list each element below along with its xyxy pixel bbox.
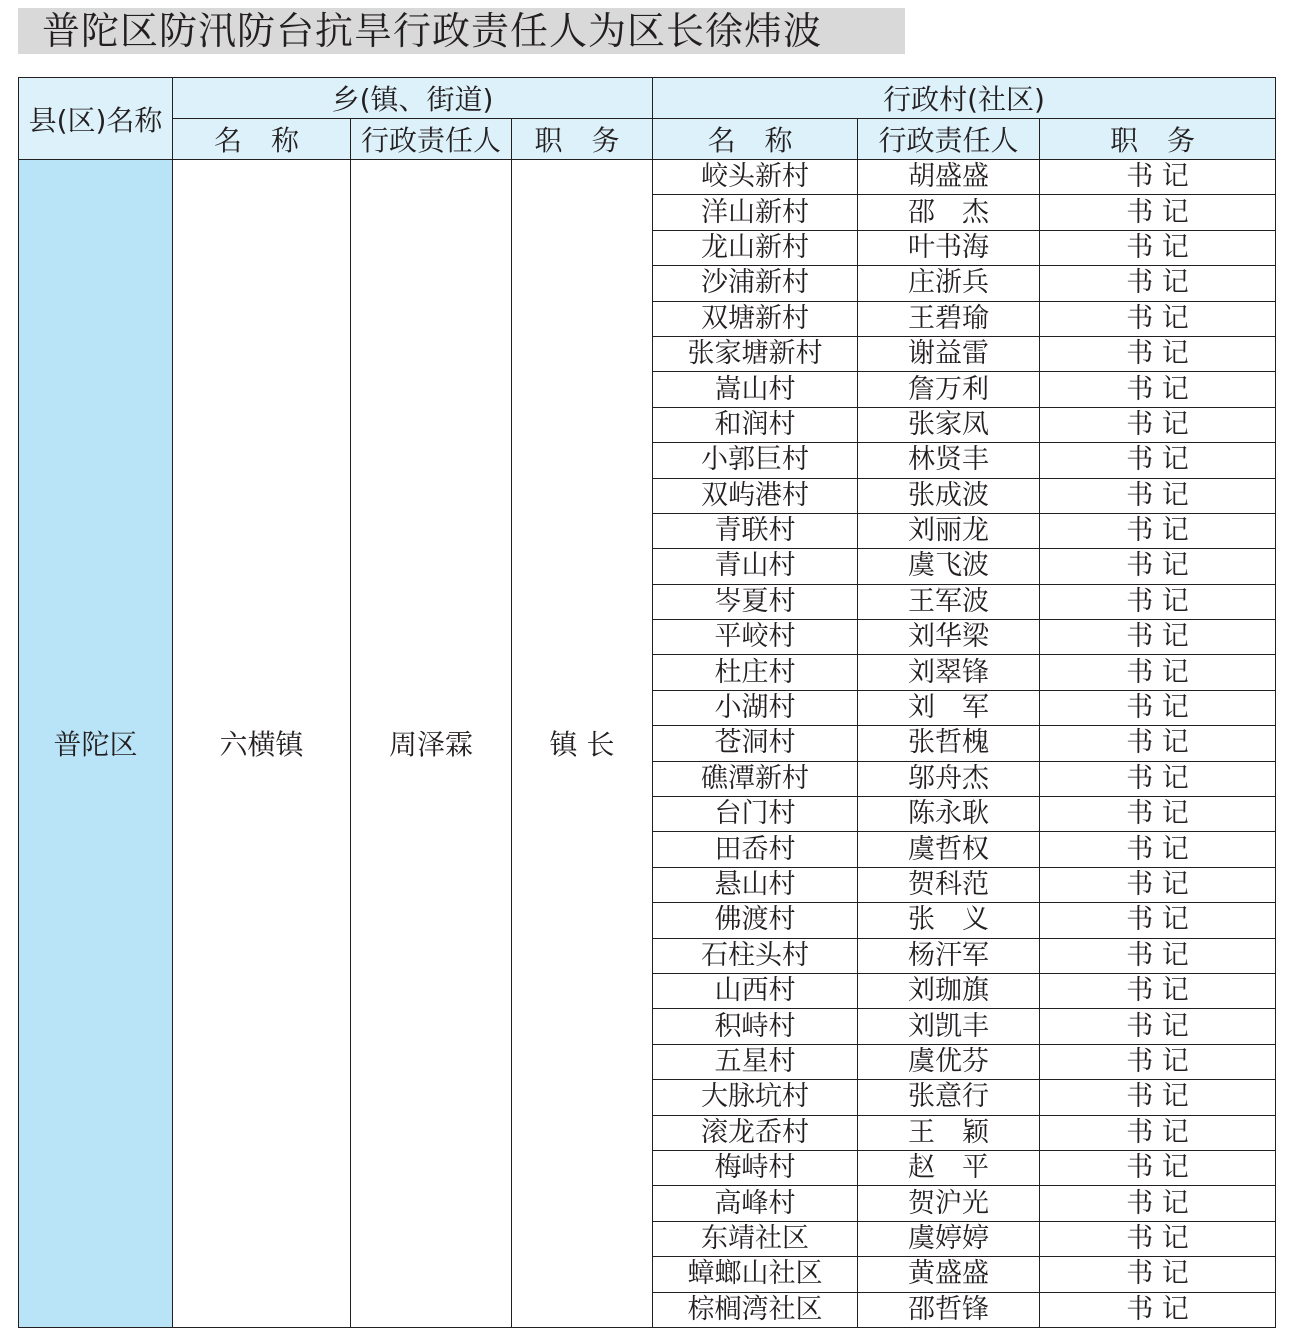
- county-name-cell: 普陀区: [19, 160, 173, 1328]
- village-name-cell: 礁潭新村: [653, 761, 858, 796]
- village-person-cell: 林贤丰: [858, 443, 1040, 478]
- village-duty-cell: 书 记: [1040, 973, 1276, 1008]
- village-person-cell: 邵哲锋: [858, 1292, 1040, 1327]
- village-duty-cell: 书 记: [1040, 407, 1276, 442]
- village-name-cell: 和润村: [653, 407, 858, 442]
- header-township-person: 行政责任人: [351, 119, 512, 160]
- village-person-cell: 刘珈旗: [858, 973, 1040, 1008]
- village-duty-cell: 书 记: [1040, 655, 1276, 690]
- village-name-cell: 青联村: [653, 513, 858, 548]
- village-name-cell: 蟑螂山社区: [653, 1257, 858, 1292]
- village-name-cell: 积峙村: [653, 1009, 858, 1044]
- village-person-cell: 陈永耿: [858, 797, 1040, 832]
- village-person-cell: 庄浙兵: [858, 266, 1040, 301]
- village-person-cell: 虞婷婷: [858, 1221, 1040, 1256]
- village-duty-cell: 书 记: [1040, 1044, 1276, 1079]
- village-person-cell: 虞优芬: [858, 1044, 1040, 1079]
- village-name-cell: 悬山村: [653, 867, 858, 902]
- village-name-cell: 小湖村: [653, 690, 858, 725]
- village-person-cell: 胡盛盛: [858, 160, 1040, 195]
- village-name-cell: 杜庄村: [653, 655, 858, 690]
- village-person-cell: 张成波: [858, 478, 1040, 513]
- village-person-cell: 贺沪光: [858, 1186, 1040, 1221]
- table-body: [19, 160, 1276, 1328]
- village-name-cell: 佛渡村: [653, 903, 858, 938]
- village-duty-cell: 书 记: [1040, 160, 1276, 195]
- village-person-cell: 张哲槐: [858, 726, 1040, 761]
- village-name-cell: 小郭巨村: [653, 443, 858, 478]
- village-person-cell: 张意行: [858, 1080, 1040, 1115]
- village-name-cell: 五星村: [653, 1044, 858, 1079]
- village-name-cell: 大脉坑村: [653, 1080, 858, 1115]
- village-name-cell: 平峧村: [653, 620, 858, 655]
- village-name-cell: 山西村: [653, 973, 858, 1008]
- village-name-cell: 洋山新村: [653, 195, 858, 230]
- village-duty-cell: 书 记: [1040, 230, 1276, 265]
- village-name-cell: 岑夏村: [653, 584, 858, 619]
- village-duty-cell: 书 记: [1040, 797, 1276, 832]
- header-township-name: 名 称: [173, 119, 351, 160]
- village-name-cell: 双屿港村: [653, 478, 858, 513]
- village-name-cell: 峧头新村: [653, 160, 858, 195]
- table-header: [19, 78, 1276, 160]
- header-county: 县(区)名称: [19, 78, 173, 160]
- village-name-cell: 梅峙村: [653, 1150, 858, 1185]
- header-village-name: 名 称: [653, 119, 858, 160]
- village-duty-cell: 书 记: [1040, 1009, 1276, 1044]
- header-village-group: 行政村(社区): [653, 78, 1276, 119]
- village-duty-cell: 书 记: [1040, 832, 1276, 867]
- village-duty-cell: 书 记: [1040, 903, 1276, 938]
- village-person-cell: 谢益雷: [858, 336, 1040, 371]
- village-name-cell: 嵩山村: [653, 372, 858, 407]
- village-person-cell: 刘华梁: [858, 620, 1040, 655]
- village-duty-cell: 书 记: [1040, 372, 1276, 407]
- village-name-cell: 东靖社区: [653, 1221, 858, 1256]
- village-duty-cell: 书 记: [1040, 761, 1276, 796]
- village-duty-cell: 书 记: [1040, 266, 1276, 301]
- responsibility-table: [18, 77, 1276, 1328]
- village-name-cell: 滚龙岙村: [653, 1115, 858, 1150]
- village-name-cell: 苍洞村: [653, 726, 858, 761]
- village-duty-cell: 书 记: [1040, 1221, 1276, 1256]
- village-name-cell: 棕榈湾社区: [653, 1292, 858, 1327]
- village-duty-cell: 书 记: [1040, 195, 1276, 230]
- village-person-cell: 叶书海: [858, 230, 1040, 265]
- village-duty-cell: 书 记: [1040, 690, 1276, 725]
- village-duty-cell: 书 记: [1040, 1292, 1276, 1327]
- village-name-cell: 田岙村: [653, 832, 858, 867]
- village-name-cell: 张家塘新村: [653, 336, 858, 371]
- title-bar: [18, 8, 905, 54]
- township-person-cell: 周泽霖: [351, 160, 512, 1328]
- village-duty-cell: 书 记: [1040, 1186, 1276, 1221]
- township-duty-cell: 镇 长: [512, 160, 653, 1328]
- village-person-cell: 张 义: [858, 903, 1040, 938]
- village-person-cell: 虞哲权: [858, 832, 1040, 867]
- village-duty-cell: 书 记: [1040, 938, 1276, 973]
- village-name-cell: 石柱头村: [653, 938, 858, 973]
- township-name-cell: 六横镇: [173, 160, 351, 1328]
- village-duty-cell: 书 记: [1040, 513, 1276, 548]
- village-duty-cell: 书 记: [1040, 301, 1276, 336]
- village-person-cell: 王 颖: [858, 1115, 1040, 1150]
- village-name-cell: 双塘新村: [653, 301, 858, 336]
- village-duty-cell: 书 记: [1040, 336, 1276, 371]
- village-person-cell: 刘翠锋: [858, 655, 1040, 690]
- village-duty-cell: 书 记: [1040, 620, 1276, 655]
- village-name-cell: 沙浦新村: [653, 266, 858, 301]
- village-person-cell: 邬舟杰: [858, 761, 1040, 796]
- village-person-cell: 刘凯丰: [858, 1009, 1040, 1044]
- village-duty-cell: 书 记: [1040, 867, 1276, 902]
- village-person-cell: 杨汗军: [858, 938, 1040, 973]
- village-duty-cell: 书 记: [1040, 1257, 1276, 1292]
- village-duty-cell: 书 记: [1040, 549, 1276, 584]
- village-name-cell: 龙山新村: [653, 230, 858, 265]
- village-name-cell: 台门村: [653, 797, 858, 832]
- village-person-cell: 王军波: [858, 584, 1040, 619]
- village-duty-cell: 书 记: [1040, 726, 1276, 761]
- village-duty-cell: 书 记: [1040, 1150, 1276, 1185]
- village-person-cell: 邵 杰: [858, 195, 1040, 230]
- village-person-cell: 刘丽龙: [858, 513, 1040, 548]
- header-township-duty: 职 务: [512, 119, 653, 160]
- village-person-cell: 黄盛盛: [858, 1257, 1040, 1292]
- village-person-cell: 王碧瑜: [858, 301, 1040, 336]
- village-person-cell: 赵 平: [858, 1150, 1040, 1185]
- village-person-cell: 刘 军: [858, 690, 1040, 725]
- header-township-group: 乡(镇、街道): [173, 78, 653, 119]
- village-name-cell: 高峰村: [653, 1186, 858, 1221]
- table-row: [19, 160, 1276, 195]
- page-title: 普陀区防汛防台抗旱行政责任人为区长徐炜波: [42, 9, 823, 53]
- village-person-cell: 贺科范: [858, 867, 1040, 902]
- village-person-cell: 虞飞波: [858, 549, 1040, 584]
- header-village-duty: 职 务: [1040, 119, 1276, 160]
- village-name-cell: 青山村: [653, 549, 858, 584]
- village-duty-cell: 书 记: [1040, 443, 1276, 478]
- village-duty-cell: 书 记: [1040, 1080, 1276, 1115]
- village-person-cell: 詹万利: [858, 372, 1040, 407]
- header-village-person: 行政责任人: [858, 119, 1040, 160]
- village-person-cell: 张家凤: [858, 407, 1040, 442]
- village-duty-cell: 书 记: [1040, 478, 1276, 513]
- village-duty-cell: 书 记: [1040, 584, 1276, 619]
- village-duty-cell: 书 记: [1040, 1115, 1276, 1150]
